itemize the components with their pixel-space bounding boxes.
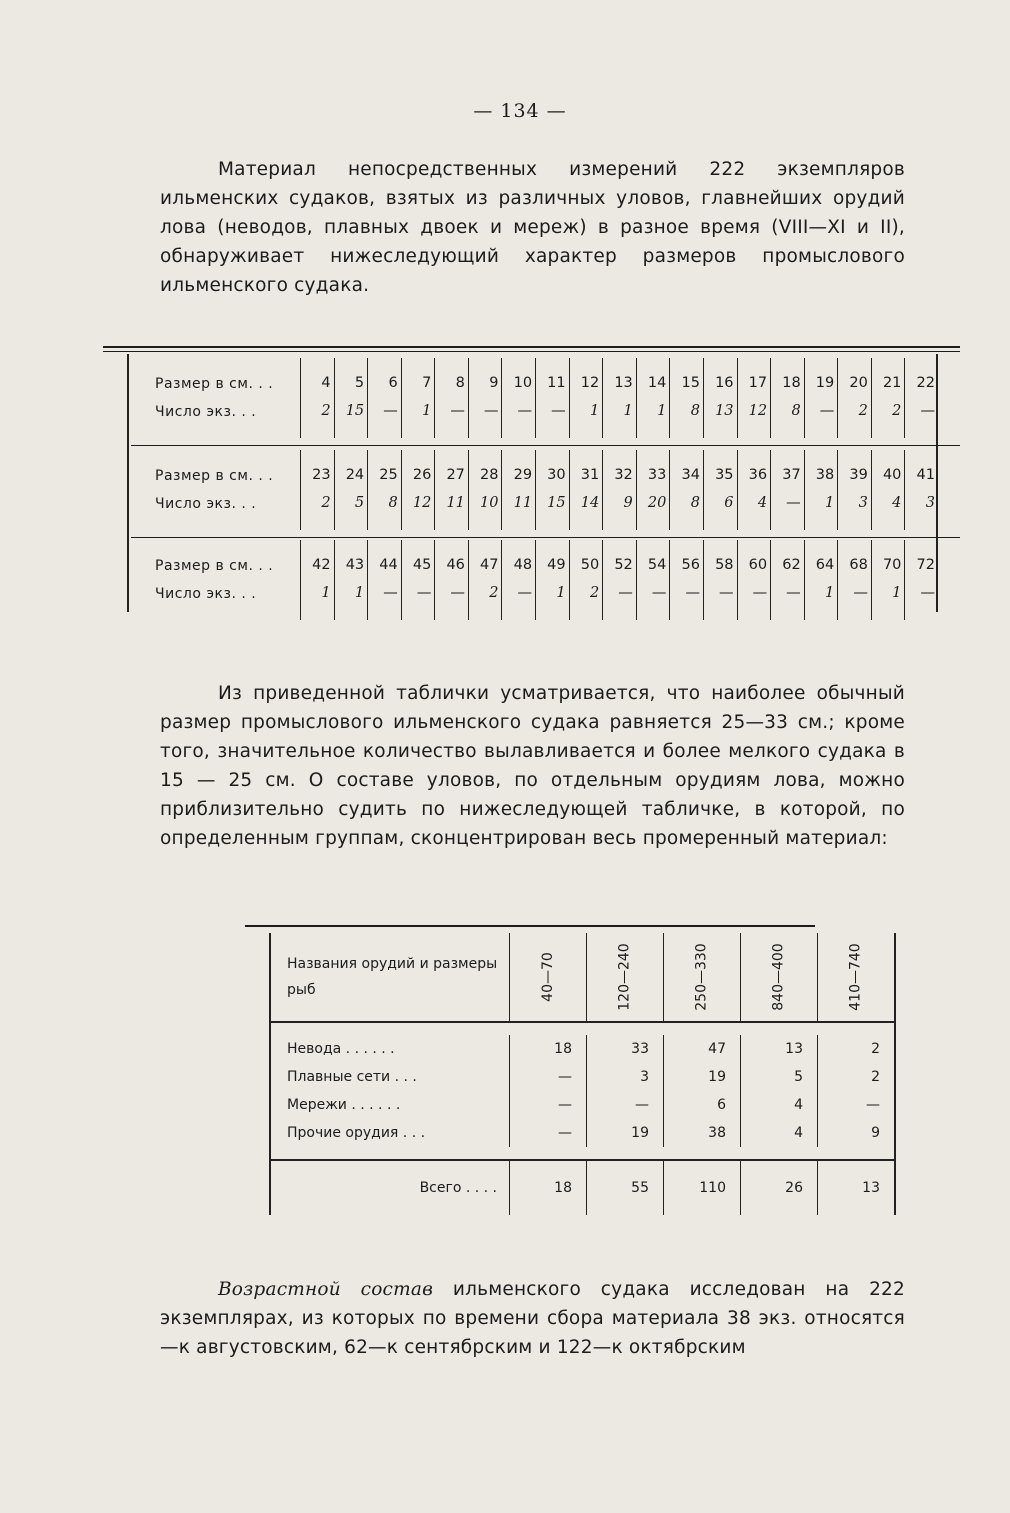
age-text: ильменского судака исследован на 222 экземплярах, из которых по времени сбора материала 38 экз. относятся—к августовским, 62—к сентябрским и 122—к октябрским bbox=[160, 1279, 905, 1358]
size-cell bbox=[569, 358, 603, 438]
size-distribution-table bbox=[103, 346, 960, 613]
size-cell bbox=[703, 358, 737, 438]
size-cell bbox=[501, 450, 535, 530]
count-value: — bbox=[551, 403, 566, 419]
count-value: 1 bbox=[825, 585, 835, 601]
size-value: 58 bbox=[715, 557, 734, 573]
size-value: 39 bbox=[849, 467, 868, 483]
size-cell bbox=[669, 540, 703, 620]
count-value: 20 bbox=[647, 495, 667, 511]
count-row-label: Число экз. . . bbox=[155, 404, 257, 420]
size-range-header bbox=[587, 933, 664, 1022]
size-row-label: Размер в см. . . bbox=[155, 558, 274, 574]
size-value: 72 bbox=[916, 557, 935, 573]
size-value: 29 bbox=[513, 467, 533, 483]
size-value: 62 bbox=[782, 557, 801, 573]
gear-top-rule bbox=[245, 925, 815, 927]
size-value: 42 bbox=[312, 557, 331, 573]
gear-table-body bbox=[269, 933, 1010, 1215]
gear-value: 13 bbox=[741, 1035, 818, 1063]
count-value: — bbox=[685, 585, 700, 601]
size-cell bbox=[871, 358, 905, 438]
size-value: 54 bbox=[647, 557, 667, 573]
size-cell bbox=[636, 358, 670, 438]
count-value: 3 bbox=[925, 495, 935, 511]
count-value: — bbox=[853, 585, 868, 601]
size-value: 20 bbox=[849, 375, 868, 391]
count-value: 13 bbox=[715, 403, 734, 419]
size-value: 41 bbox=[916, 467, 935, 483]
size-value: 64 bbox=[815, 557, 835, 573]
size-value: 35 bbox=[715, 467, 734, 483]
page-number: — 134 — bbox=[473, 100, 567, 122]
gear-value: 19 bbox=[587, 1119, 664, 1147]
size-cell bbox=[434, 450, 468, 530]
size-cell bbox=[535, 450, 569, 530]
size-cell bbox=[367, 358, 401, 438]
gear-value: 33 bbox=[587, 1035, 664, 1063]
size-value: 24 bbox=[345, 467, 365, 483]
size-value: 34 bbox=[681, 467, 700, 483]
size-value: 70 bbox=[882, 557, 902, 573]
gear-total-row bbox=[270, 1160, 895, 1215]
size-cell bbox=[300, 358, 334, 438]
count-value: 11 bbox=[446, 495, 465, 511]
gear-value: 47 bbox=[664, 1035, 741, 1063]
size-range-header bbox=[818, 933, 896, 1022]
gear-row bbox=[270, 1035, 895, 1063]
gear-value: — bbox=[818, 1091, 896, 1119]
count-row-label: Число экз. . . bbox=[155, 586, 257, 602]
size-value: 50 bbox=[580, 557, 600, 573]
size-value: 27 bbox=[446, 467, 465, 483]
size-value: 26 bbox=[412, 467, 432, 483]
size-cell bbox=[501, 358, 535, 438]
size-cell bbox=[837, 540, 871, 620]
count-value: 15 bbox=[547, 495, 566, 511]
gear-row bbox=[270, 1063, 895, 1091]
size-cell bbox=[737, 358, 771, 438]
size-cell bbox=[434, 540, 468, 620]
count-value: — bbox=[618, 585, 633, 601]
size-value: 12 bbox=[580, 375, 600, 391]
size-cell bbox=[401, 540, 435, 620]
count-value: — bbox=[383, 403, 398, 419]
gear-name: Всего . . . . bbox=[270, 1160, 510, 1215]
size-cell bbox=[871, 540, 905, 620]
gear-row bbox=[270, 1091, 895, 1119]
size-block-1 bbox=[103, 358, 960, 438]
size-cell bbox=[334, 540, 368, 620]
size-value: 6 bbox=[388, 375, 398, 391]
count-value: 8 bbox=[388, 495, 398, 511]
gear-value: 110 bbox=[664, 1160, 741, 1215]
gear-name: Плавные сети . . . bbox=[287, 1069, 417, 1085]
size-cell bbox=[334, 358, 368, 438]
count-value: 10 bbox=[480, 495, 499, 511]
size-cell bbox=[770, 358, 804, 438]
size-cell bbox=[770, 540, 804, 620]
count-value: 2 bbox=[321, 403, 331, 419]
count-value: 1 bbox=[623, 403, 633, 419]
gear-value: 5 bbox=[741, 1063, 818, 1091]
size-value: 14 bbox=[647, 375, 667, 391]
size-cell bbox=[367, 540, 401, 620]
size-value: 44 bbox=[379, 557, 398, 573]
gear-name: Прочие орудия . . . bbox=[287, 1125, 426, 1141]
count-value: 2 bbox=[892, 403, 902, 419]
size-cell bbox=[837, 450, 871, 530]
count-value: — bbox=[786, 585, 801, 601]
size-cell bbox=[804, 358, 838, 438]
size-cell bbox=[804, 450, 838, 530]
size-cell bbox=[804, 540, 838, 620]
count-value: 4 bbox=[757, 495, 768, 511]
count-value: 1 bbox=[321, 585, 331, 601]
block-separator bbox=[131, 537, 960, 538]
size-block-3 bbox=[103, 540, 960, 620]
size-cell bbox=[468, 358, 502, 438]
size-cell bbox=[569, 450, 603, 530]
gear-value: 9 bbox=[818, 1119, 896, 1147]
size-value: 36 bbox=[748, 467, 768, 483]
size-value: 8 bbox=[455, 375, 465, 391]
size-value: 13 bbox=[614, 375, 633, 391]
gear-value: 6 bbox=[664, 1091, 741, 1119]
count-value: — bbox=[786, 495, 801, 511]
size-range-label: 250—330 bbox=[693, 943, 710, 1011]
size-block-2 bbox=[103, 450, 960, 530]
size-value: 38 bbox=[815, 467, 835, 483]
gear-value: 2 bbox=[818, 1035, 896, 1063]
size-value: 5 bbox=[354, 375, 365, 391]
block-separator bbox=[131, 445, 960, 446]
size-value: 15 bbox=[681, 375, 700, 391]
count-value: — bbox=[450, 403, 465, 419]
size-value: 49 bbox=[547, 557, 566, 573]
count-value: 4 bbox=[892, 495, 902, 511]
size-cell bbox=[300, 540, 334, 620]
count-value: — bbox=[483, 403, 499, 419]
size-cell bbox=[501, 540, 535, 620]
size-cell bbox=[904, 540, 938, 620]
size-cell bbox=[367, 450, 401, 530]
size-row-label: Размер в см. . . bbox=[155, 468, 274, 484]
count-value: 12 bbox=[748, 403, 768, 419]
size-row-label: Размер в см. . . bbox=[155, 376, 274, 392]
size-range-label: 40—70 bbox=[539, 952, 556, 1002]
size-cell bbox=[737, 450, 771, 530]
size-cell bbox=[602, 540, 636, 620]
count-value: 14 bbox=[580, 495, 600, 511]
size-value: 56 bbox=[681, 557, 700, 573]
gear-row bbox=[270, 1119, 895, 1147]
gear-value: 18 bbox=[510, 1160, 587, 1215]
gear-value: — bbox=[510, 1091, 587, 1119]
count-value: 2 bbox=[858, 403, 868, 419]
count-value: 1 bbox=[422, 403, 432, 419]
count-value: 1 bbox=[825, 495, 835, 511]
count-value: 1 bbox=[354, 585, 365, 601]
size-value: 68 bbox=[849, 557, 868, 573]
size-value: 10 bbox=[513, 375, 533, 391]
gear-value: — bbox=[587, 1091, 664, 1119]
count-value: — bbox=[651, 585, 667, 601]
gear-value: 19 bbox=[664, 1063, 741, 1091]
size-cells bbox=[300, 358, 938, 438]
size-value: 46 bbox=[446, 557, 465, 573]
count-value: 9 bbox=[623, 495, 633, 511]
size-range-header bbox=[664, 933, 741, 1022]
size-value: 11 bbox=[547, 375, 566, 391]
intro-text: Материал непосредственных измерений 222 экземпляров ильменских судаков, взятых из различных уловов, главнейших орудий лова (неводов, плавных двоек и мереж) в разное время (VIII—XI и II), обнаруживает нижеследующий характер размеров промыслового ильменского судака. bbox=[160, 159, 905, 296]
gear-value: 13 bbox=[818, 1160, 896, 1215]
analysis-text: Из приведенной таблички усматривается, что наиболее обычный размер промыслового ильменского судака равняется 25—33 см.; кроме того, значительное количество вылавливается и более мелкого судака в 15 — 25 см. О составе уловов, по отдельным орудиям лова, можно приблизительно судить по нижеследующей табличке, в которой, по определенным группам, сконцентрирован весь промеренный материал: bbox=[160, 683, 905, 849]
size-value: 45 bbox=[412, 557, 432, 573]
count-value: 11 bbox=[513, 495, 533, 511]
count-value: 15 bbox=[345, 403, 365, 419]
size-value: 37 bbox=[782, 467, 801, 483]
count-value: — bbox=[383, 585, 398, 601]
gear-value: 4 bbox=[741, 1119, 818, 1147]
size-range-label: 410—740 bbox=[847, 943, 864, 1011]
size-value: 30 bbox=[547, 467, 566, 483]
size-cell bbox=[770, 450, 804, 530]
size-cell bbox=[569, 540, 603, 620]
gear-value: 3 bbox=[587, 1063, 664, 1091]
count-value: 1 bbox=[556, 585, 566, 601]
size-value: 31 bbox=[580, 467, 600, 483]
size-value: 48 bbox=[513, 557, 533, 573]
size-cell bbox=[535, 540, 569, 620]
count-value: 1 bbox=[589, 403, 600, 419]
count-value: 5 bbox=[354, 495, 365, 511]
size-cell bbox=[904, 358, 938, 438]
count-value: 8 bbox=[690, 495, 700, 511]
size-cell bbox=[703, 450, 737, 530]
size-value: 9 bbox=[489, 375, 499, 391]
size-value: 7 bbox=[422, 375, 432, 391]
gear-value: — bbox=[510, 1119, 587, 1147]
size-cell bbox=[468, 540, 502, 620]
size-range-header bbox=[510, 933, 587, 1022]
size-cell bbox=[904, 450, 938, 530]
size-cell bbox=[334, 450, 368, 530]
count-value: — bbox=[517, 403, 533, 419]
size-value: 18 bbox=[782, 375, 801, 391]
gear-value: 4 bbox=[741, 1091, 818, 1119]
gear-value: 55 bbox=[587, 1160, 664, 1215]
size-cell bbox=[401, 358, 435, 438]
size-value: 19 bbox=[815, 375, 835, 391]
size-value: 33 bbox=[647, 467, 667, 483]
size-range-label: 120—240 bbox=[616, 943, 633, 1011]
size-value: 40 bbox=[882, 467, 902, 483]
size-cell bbox=[871, 450, 905, 530]
size-cell bbox=[602, 358, 636, 438]
size-value: 60 bbox=[748, 557, 768, 573]
count-value: — bbox=[920, 585, 935, 601]
gear-name: Невода . . . . . . bbox=[287, 1041, 395, 1057]
gear-value: 18 bbox=[510, 1035, 587, 1063]
count-value: 1 bbox=[892, 585, 902, 601]
size-cell bbox=[669, 358, 703, 438]
size-range-label: 840—400 bbox=[770, 943, 787, 1011]
size-cell bbox=[468, 450, 502, 530]
intro-paragraph bbox=[160, 155, 905, 300]
size-cell bbox=[636, 540, 670, 620]
count-value: 8 bbox=[791, 403, 801, 419]
count-value: — bbox=[719, 585, 734, 601]
analysis-paragraph bbox=[160, 679, 905, 853]
size-range-header bbox=[741, 933, 818, 1022]
size-cells bbox=[300, 450, 938, 530]
size-value: 22 bbox=[916, 375, 935, 391]
count-value: 12 bbox=[412, 495, 432, 511]
gear-composition-table bbox=[245, 925, 880, 1225]
gear-value: 26 bbox=[741, 1160, 818, 1215]
count-value: 8 bbox=[690, 403, 700, 419]
gear-header-label: Названия орудий и размеры рыб bbox=[270, 933, 510, 1022]
count-value: 3 bbox=[858, 495, 868, 511]
size-cell bbox=[703, 540, 737, 620]
size-value: 47 bbox=[480, 557, 499, 573]
count-value: — bbox=[752, 585, 768, 601]
count-value: 1 bbox=[657, 403, 667, 419]
count-value: 2 bbox=[321, 495, 331, 511]
size-cell bbox=[636, 450, 670, 530]
size-value: 17 bbox=[748, 375, 768, 391]
age-heading: Возрастной состав bbox=[218, 1279, 434, 1300]
size-value: 52 bbox=[614, 557, 633, 573]
count-value: — bbox=[920, 403, 935, 419]
size-cell bbox=[434, 358, 468, 438]
table-top-rule-thin bbox=[103, 351, 960, 352]
size-value: 4 bbox=[321, 375, 331, 391]
size-cell bbox=[737, 540, 771, 620]
size-cell bbox=[602, 450, 636, 530]
count-value: — bbox=[416, 585, 432, 601]
count-value: 2 bbox=[589, 585, 600, 601]
gear-value: 38 bbox=[664, 1119, 741, 1147]
size-value: 16 bbox=[715, 375, 734, 391]
size-value: 23 bbox=[312, 467, 331, 483]
count-value: 2 bbox=[489, 585, 499, 601]
size-value: 21 bbox=[882, 375, 902, 391]
size-cell bbox=[535, 358, 569, 438]
count-row-label: Число экз. . . bbox=[155, 496, 257, 512]
count-value: 6 bbox=[724, 495, 734, 511]
count-value: — bbox=[819, 403, 835, 419]
size-cell bbox=[300, 450, 334, 530]
gear-name: Мережи . . . . . . bbox=[287, 1097, 401, 1113]
size-cell bbox=[837, 358, 871, 438]
size-cells bbox=[300, 540, 938, 620]
gear-value: — bbox=[510, 1063, 587, 1091]
count-value: — bbox=[450, 585, 465, 601]
size-cell bbox=[669, 450, 703, 530]
gear-value: 2 bbox=[818, 1063, 896, 1091]
size-cell bbox=[401, 450, 435, 530]
age-paragraph bbox=[160, 1275, 905, 1362]
size-value: 25 bbox=[379, 467, 398, 483]
size-value: 43 bbox=[345, 557, 365, 573]
count-value: — bbox=[517, 585, 533, 601]
size-value: 28 bbox=[480, 467, 499, 483]
size-value: 32 bbox=[614, 467, 633, 483]
table-top-rule bbox=[103, 346, 960, 348]
